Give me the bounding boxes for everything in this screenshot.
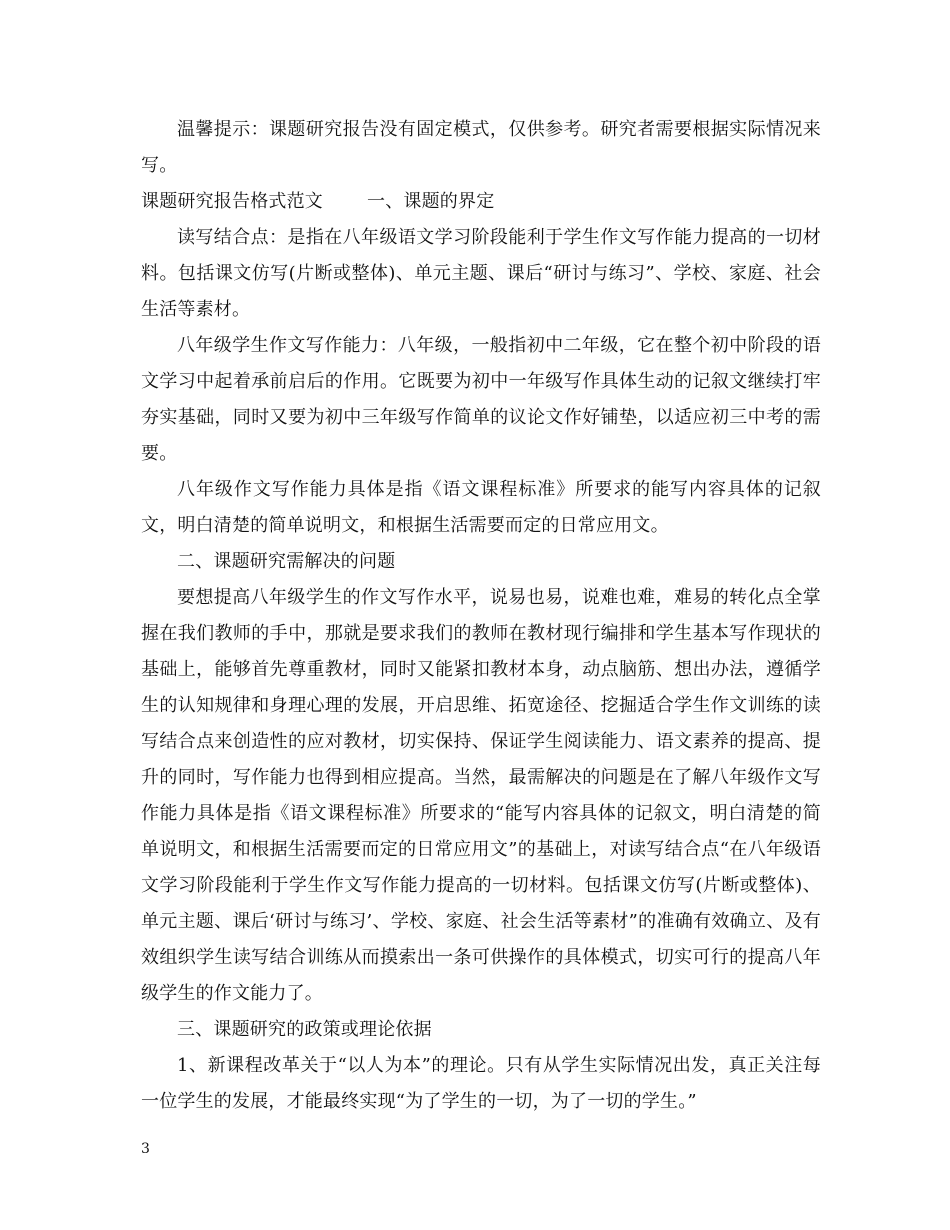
paragraph-problems: 要想提高八年级学生的作文写作水平，说易也易，说难也难，难易的转化点全掌握在我们教师的手中，那就是要求我们的教师在教材现行编排和学生基本写作现状的基础上，能够首先尊重教材，同时又能紧扣教材本身，动点脑筋、想出办法，遵循学生的认知规律和身理心理的发展，开启思维、拓宽途径、挖掘适合学生作文训练的读写结合点来创造性的应对教材，切实保持、保证学生阅读能力、语文素养的提高、提升的同时，写作能力也得到相应提高。当然，最需解决的问题是在了解八年级作文写作能力具体是指《语文课程标准》所要求的“能写内容具体的记叙文，明白清楚的简单说明文，和根据生活需要而定的日常应用文”的基础上，对读写结合点“在八年级语文学习阶段能利于学生作文写作能力提高的一切材料。包括课文仿写(片断或整体)、单元主题、课后‘研讨与练习’、学校、家庭、社会生活等素材”的准确有效确立、及有效组织学生读写结合训练从而摸索出一条可供操作的具体模式，切实可行的提高八年级学生的作文能力了。 [141,587,821,1004]
report-title: 课题研究报告格式范文 [141,191,323,212]
paragraph-grade-eight-ability: 八年级学生作文写作能力：八年级，一般指初中二年级，它在整个初中阶段的语文学习中起着承前启后的作用。它既要为初中一年级写作具体生动的记叙文继续打牢夯实基础，同时又要为初中三年级写作简单的议论文作好铺垫，以适应初三中考的需要。 [141,335,821,464]
paragraph-theory-1: 1、新课程改革关于“以人为本”的理论。只有从学生实际情况出发，真正关注每一位学生的发展，才能最终实现“为了学生的一切，为了一切的学生。” [141,1055,821,1112]
section-1-heading: 一、课题的界定 [367,191,495,212]
section-2-heading: 二、课题研究需解决的问题 [177,551,396,572]
document-body [141,112,821,1120]
paragraph-reading-writing-point: 读写结合点：是指在八年级语文学习阶段能利于学生作文写作能力提高的一切材料。包括课文仿写(片断或整体)、单元主题、课后“研讨与练习”、学校、家庭、社会生活等素材。 [141,227,821,320]
paragraph-curriculum-standard: 八年级作文写作能力具体是指《语文课程标准》所要求的能写内容具体的记叙文，明白清楚的简单说明文，和根据生活需要而定的日常应用文。 [141,479,821,536]
heading-line [141,184,821,220]
page-number: 3 [141,1141,150,1157]
tip-paragraph: 温馨提示：课题研究报告没有固定模式，仅供参考。研究者需要根据实际情况来写。 [141,119,821,176]
section-3-heading: 三、课题研究的政策或理论依据 [177,1019,432,1040]
